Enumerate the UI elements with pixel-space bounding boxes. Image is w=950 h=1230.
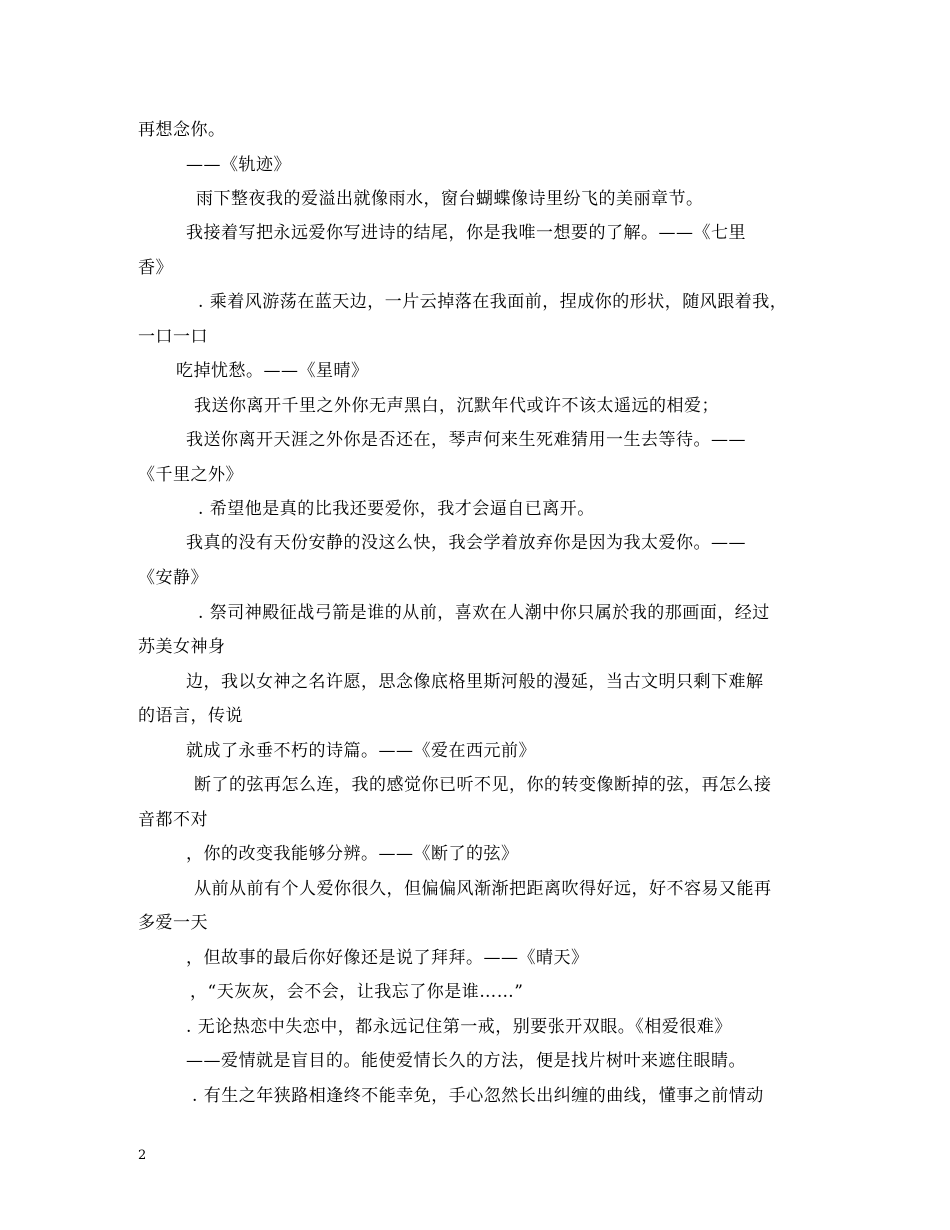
text-line: 断了的弦再怎么连，我的感觉你已听不见，你的转变像断掉的弦，再怎么接 (194, 775, 772, 795)
text-line: . 祭司神殿征战弓箭是谁的从前，喜欢在人潮中你只属於我的那画面，经过 (198, 603, 770, 623)
text-line: 《安静》 (138, 568, 208, 588)
text-line: ，你的改变我能够分辨。——《断了的弦》 (186, 844, 519, 864)
text-line: 《千里之外》 (138, 465, 243, 485)
text-line: ，但故事的最后你好像还是说了拜拜。——《晴天》 (186, 948, 589, 968)
text-line: . 有生之年狭路相逢终不能幸免，手心忽然长出纠缠的曲线，懂事之前情动 (192, 1086, 764, 1106)
text-line: 香》 (138, 258, 173, 278)
text-line: 再想念你。 (138, 120, 226, 140)
text-line: 苏美女神身 (138, 637, 226, 657)
text-line: 我送你离开千里之外你无声黑白，沉默年代或许不该太遥远的相爱； (194, 396, 719, 416)
text-line: 边，我以女神之名许愿，思念像底格里斯河般的漫延，当古文明只剩下难解 (186, 672, 764, 692)
text-line: 我接着写把永远爱你写进诗的结尾，你是我唯一想要的了解。——《七里 (186, 223, 746, 243)
page-number: 2 (138, 1148, 147, 1163)
text-line: 从前从前有个人爱你很久，但偏偏风渐渐把距离吹得好远，好不容易又能再 (194, 879, 772, 899)
text-line: 吃掉忧愁。——《星晴》 (176, 361, 369, 381)
text-line: . 乘着风游荡在蓝天边，一片云掉落在我面前，捏成你的形状，随风跟着我， (198, 292, 788, 312)
text-line: . 希望他是真的比我还要爱你，我才会逼自已离开。 (198, 499, 595, 519)
text-line: 我送你离开天涯之外你是否还在，琴声何来生死难猜用一生去等待。—— (186, 430, 746, 450)
text-line: 多爱一天 (138, 913, 208, 933)
text-line: ——爱情就是盲目的。能使爱情长久的方法，便是找片树叶来遮住眼睛。 (186, 1051, 746, 1071)
text-line: 的语言，传说 (138, 706, 243, 726)
text-line: ——《轨迹》 (186, 155, 291, 175)
text-line: 一口一口 (138, 327, 208, 347)
text-line: 就成了永垂不朽的诗篇。——《爱在西元前》 (186, 741, 536, 761)
text-line: 音都不对 (138, 810, 208, 830)
text-line: 我真的没有天份安静的没这么快，我会学着放弃你是因为我太爱你。—— (186, 533, 746, 553)
text-line: . 无论热恋中失恋中，都永远记住第一戒，别要张开双眼。《相爱很难》 (186, 1017, 732, 1037)
text-line: 雨下整夜我的爱溢出就像雨水，窗台蝴蝶像诗里纷飞的美丽章节。 (196, 189, 704, 209)
text-line: ，“天灰灰，会不会，让我忘了你是谁……” (190, 982, 524, 1002)
